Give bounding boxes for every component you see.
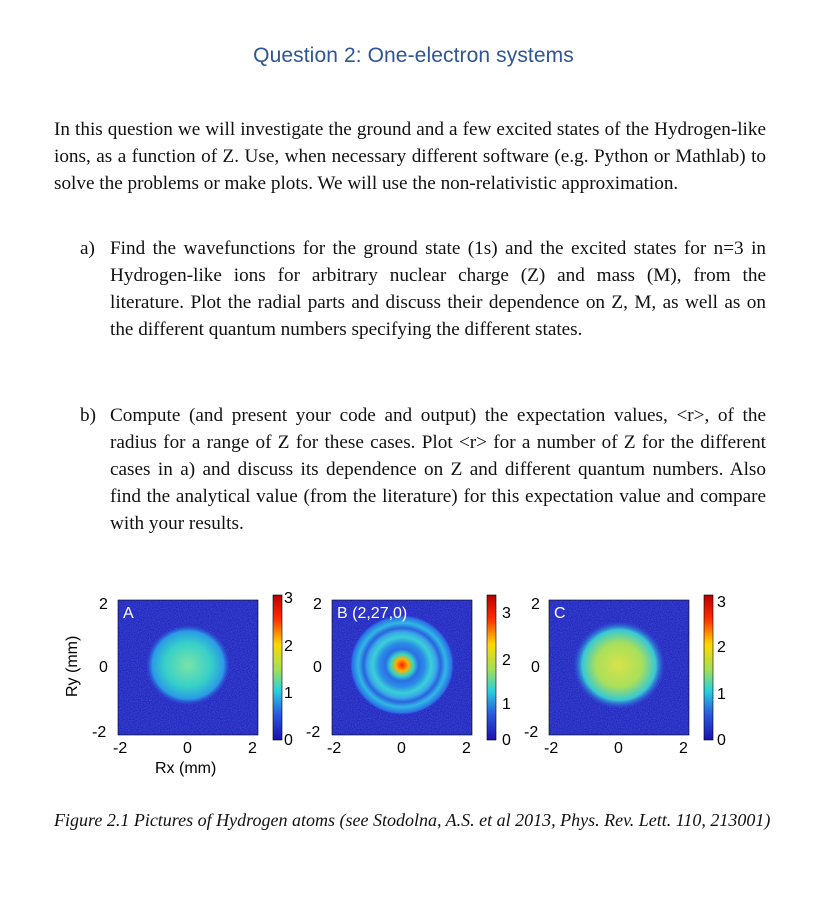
colorbar-tick: 0 <box>502 732 511 749</box>
x-axis-label: Rx (mm) <box>155 760 217 777</box>
hydrogen-atom-figure <box>55 585 770 797</box>
y-tick: 0 <box>99 659 108 676</box>
x-tick: 2 <box>462 740 471 757</box>
colorbar-tick: 1 <box>284 685 293 702</box>
x-tick: -2 <box>113 740 128 757</box>
x-tick: 0 <box>183 740 192 757</box>
y-tick: 0 <box>313 659 322 676</box>
colorbar-tick: 2 <box>284 638 293 655</box>
x-tick: 2 <box>679 740 688 757</box>
colorbar-tick: 3 <box>284 590 293 607</box>
page-title: Question 2: One-electron systems <box>253 44 574 67</box>
panel-a <box>118 600 258 735</box>
item-label: b) <box>80 405 96 426</box>
y-tick: -2 <box>524 724 539 741</box>
y-tick: -2 <box>92 724 107 741</box>
x-tick: 0 <box>614 740 623 757</box>
colorbar-tick: 0 <box>717 732 726 749</box>
colorbar-tick: 0 <box>284 732 293 749</box>
y-tick: 0 <box>531 659 540 676</box>
panel-label: A <box>123 605 134 622</box>
y-tick: 2 <box>313 596 322 613</box>
panel-label: B (2,27,0) <box>337 605 408 622</box>
item-label: a) <box>80 238 95 259</box>
y-tick: -2 <box>306 724 321 741</box>
panel-b <box>332 600 472 735</box>
item-text: Compute (and present your code and output) the expectation values, <r>, of the radius for a range of Z for these cases. Plot <r> for a number of Z for the different cases in a) and discuss its dependence on Z and different quantum numbers. Also find the analytical value (from the literature) for this expectation value and compare with your results. <box>110 405 766 534</box>
x-tick: -2 <box>327 740 342 757</box>
intro-paragraph: In this question we will investigate the ground and a few excited states of the Hydrogen-like ions, as a function of Z. Use, when necessary different software (e.g. Python or Mathlab) to solve the problems or make plots. We will use the non-relativistic approximation. <box>54 119 766 194</box>
question-item-a <box>80 235 766 343</box>
y-tick: 2 <box>99 596 108 613</box>
colorbar-tick: 1 <box>717 686 726 703</box>
colorbar-tick: 2 <box>717 639 726 656</box>
figure-caption: Figure 2.1 Pictures of Hydrogen atoms (see Stodolna, A.S. et al 2013, Phys. Rev. Lett. 110, 213001) <box>54 810 771 830</box>
question-item-b <box>80 402 766 537</box>
x-axis-ticks <box>113 740 688 757</box>
y-axis-label: Ry (mm) <box>64 635 81 697</box>
colorbar-a <box>273 590 293 749</box>
colorbar-b <box>487 595 511 749</box>
colorbar-tick: 2 <box>502 652 511 669</box>
colorbar-tick: 3 <box>717 594 726 611</box>
colorbar-tick: 1 <box>502 696 511 713</box>
x-tick: 0 <box>397 740 406 757</box>
x-tick: 2 <box>248 740 257 757</box>
item-text: Find the wavefunctions for the ground state (1s) and the excited states for n=3 in Hydrogen-like ions for arbitrary nuclear charge (Z) and mass (M), from the literature. Plot the radial parts and discuss their dependence on Z, M, as well as on the different quantum numbers specifying the different states. <box>110 238 766 340</box>
colorbar-tick: 3 <box>502 605 511 622</box>
colorbar-c <box>704 594 726 749</box>
x-tick: -2 <box>544 740 559 757</box>
panel-c <box>549 600 689 735</box>
y-tick: 2 <box>531 596 540 613</box>
panel-label: C <box>554 605 566 622</box>
